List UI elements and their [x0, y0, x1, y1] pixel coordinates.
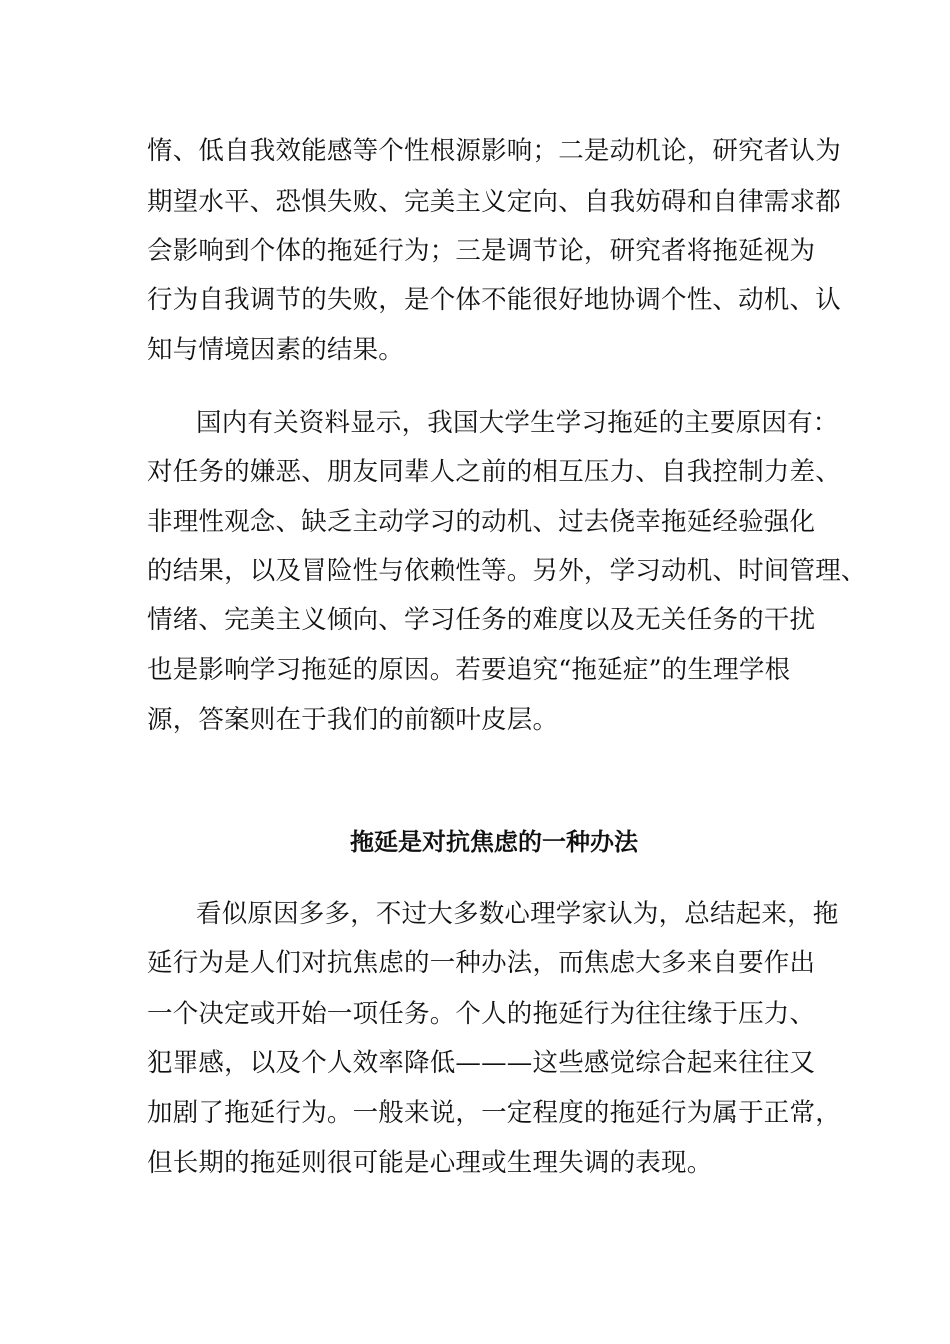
paragraph-2-line: 对任务的嫌恶、朋友同辈人之前的相互压力、自我控制力差、: [147, 457, 841, 487]
paragraph-1-line: 行为自我调节的失败，是个体不能很好地协调个性、动机、认: [147, 285, 841, 315]
paragraph-3-line: 加剧了拖延行为。一般来说，一定程度的拖延行为属于正常，: [147, 1098, 841, 1128]
paragraph-2-line: 情绪、完美主义倾向、学习任务的难度以及无关任务的干扰: [147, 605, 816, 635]
paragraph-1-line: 知与情境因素的结果。: [147, 335, 405, 365]
paragraph-3-line: 但长期的拖延则很可能是心理或生理失调的表现。: [147, 1148, 713, 1178]
paragraph-1-line: 期望水平、恐惧失败、完美主义定向、自我妨碍和自律需求都: [147, 187, 841, 217]
paragraph-1-line: 惰、低自我效能感等个性根源影响；二是动机论，研究者认为: [147, 136, 841, 166]
paragraph-2-line: 源，答案则在于我们的前额叶皮层。: [147, 705, 559, 735]
paragraph-2-line: 也是影响学习拖延的原因。若要追究“拖延症”的生理学根: [147, 655, 791, 685]
paragraph-1-line: 会影响到个体的拖延行为；三是调节论，研究者将拖延视为: [147, 236, 816, 266]
section-heading: 拖延是对抗焦虑的一种办法: [350, 828, 638, 856]
paragraph-3-line: 犯罪感，以及个人效率降低———这些感觉综合起来往往又: [147, 1048, 816, 1078]
paragraph-3-line: 延行为是人们对抗焦虑的一种办法，而焦虑大多来自要作出: [147, 948, 816, 978]
paragraph-2-line: 国内有关资料显示，我国大学生学习拖延的主要原因有：: [196, 408, 839, 438]
paragraph-2-line: 的结果，以及冒险性与依赖性等。另外，学习动机、时间管理、: [147, 556, 867, 586]
paragraph-3-line: 看似原因多多，不过大多数心理学家认为，总结起来，拖: [196, 899, 839, 929]
paragraph-3-line: 一个决定或开始一项任务。个人的拖延行为往往缘于压力、: [147, 999, 816, 1029]
paragraph-2-line: 非理性观念、缺乏主动学习的动机、过去侥幸拖延经验强化: [147, 507, 816, 537]
